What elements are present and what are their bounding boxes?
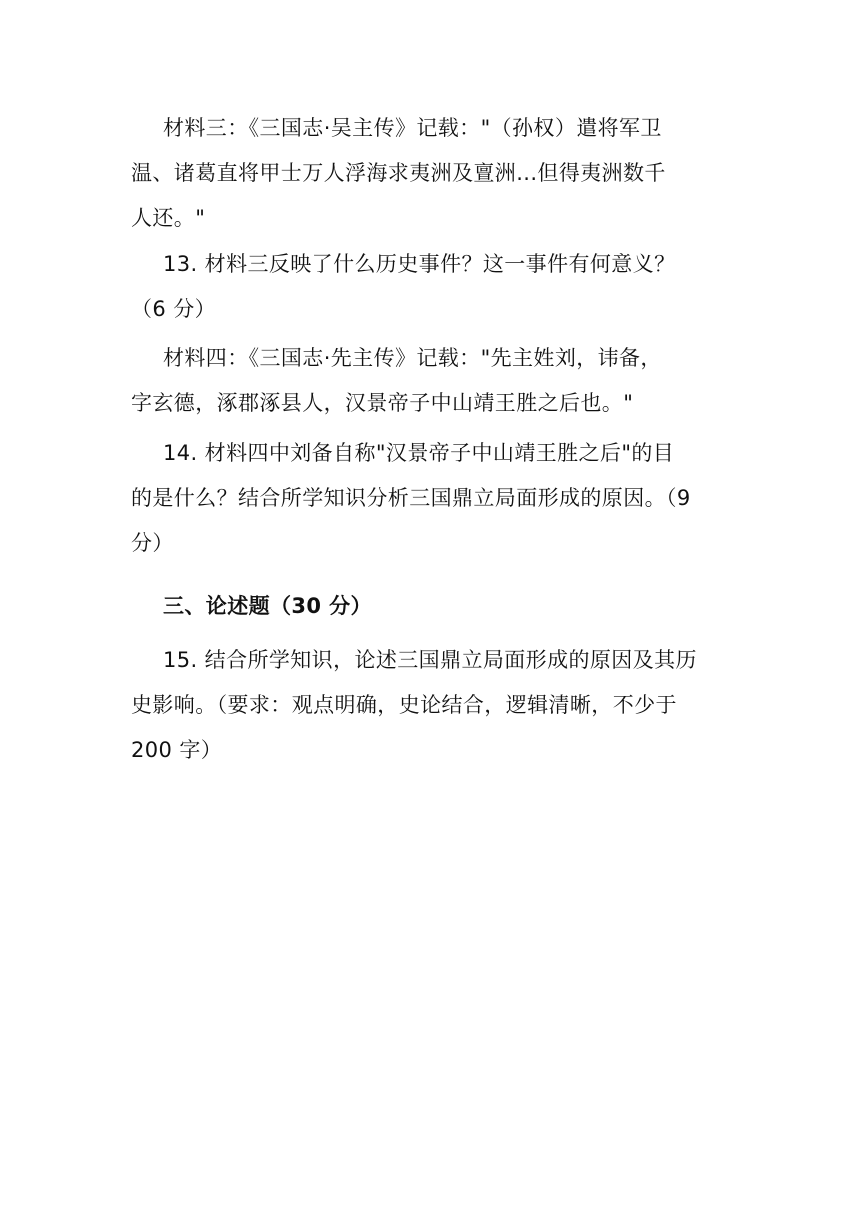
question-14-line: 的是什么？结合所学知识分析三国鼎立局面形成的原因。（9 bbox=[131, 486, 691, 510]
question-15-line: 史影响。（要求：观点明确，史论结合，逻辑清晰，不少于 bbox=[131, 693, 677, 717]
material-three-line: 人还。" bbox=[131, 206, 206, 230]
material-four bbox=[131, 336, 731, 426]
question-15-line: 15. 结合所学知识，论述三国鼎立局面形成的原因及其历 bbox=[163, 648, 697, 672]
question-14-line: 14. 材料四中刘备自称"汉景帝子中山靖王胜之后"的目 bbox=[163, 441, 675, 465]
question-13-line: （6 分） bbox=[131, 297, 217, 321]
material-three bbox=[131, 106, 731, 241]
question-13-line: 13. 材料三反映了什么历史事件？这一事件有何意义？ bbox=[163, 252, 676, 276]
material-three-line: 材料三：《三国志·吴主传》记载："（孙权）遣将军卫 bbox=[163, 116, 662, 140]
section-heading: 三、论述题（30 分） bbox=[163, 594, 372, 618]
question-13 bbox=[131, 242, 731, 332]
material-three-line: 温、诸葛直将甲士万人浮海求夷洲及亶洲...但得夷洲数千 bbox=[131, 161, 666, 185]
question-14-line: 分） bbox=[131, 531, 174, 555]
section-three bbox=[131, 584, 731, 629]
material-four-line: 字玄德，涿郡涿县人，汉景帝子中山靖王胜之后也。" bbox=[131, 391, 634, 415]
question-15-line: 200 字） bbox=[131, 738, 223, 762]
question-14 bbox=[131, 431, 731, 566]
question-15 bbox=[131, 638, 731, 773]
material-four-line: 材料四：《三国志·先主传》记载："先主姓刘，讳备， bbox=[163, 346, 662, 370]
